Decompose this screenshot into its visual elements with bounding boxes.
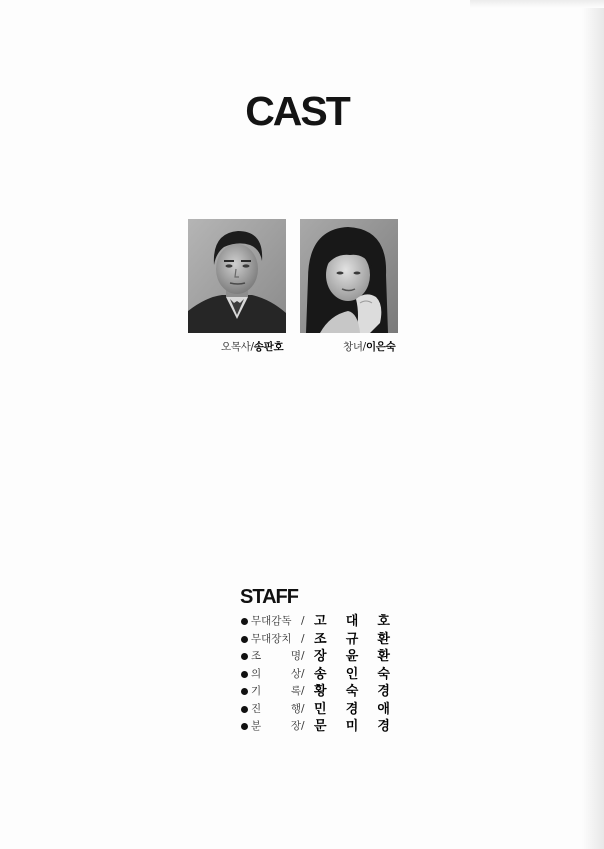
staff-name: 민 경 애 — [314, 701, 390, 717]
slash-separator: / — [301, 650, 305, 662]
staff-name: 황 숙 경 — [314, 684, 390, 699]
staff-row — [241, 613, 401, 631]
bullet-icon — [241, 653, 248, 660]
staff-role — [251, 631, 309, 648]
bullet-icon — [241, 723, 248, 730]
page-top-shadow — [470, 0, 604, 8]
cast-name-1: 송판호 — [253, 341, 284, 353]
staff-name: 고 대 호 — [314, 614, 390, 629]
staff-name: 장 윤 환 — [314, 649, 390, 664]
staff-role — [251, 683, 309, 700]
staff-row — [241, 683, 401, 701]
slash-separator: / — [301, 615, 305, 627]
staff-role-label: 무대감독 — [251, 615, 292, 627]
staff-role — [251, 648, 309, 665]
cast-photo-1 — [188, 219, 286, 333]
cast-role-1: 오목사/ — [221, 341, 254, 353]
bullet-icon — [241, 636, 248, 643]
staff-name: 문 미 경 — [314, 719, 390, 734]
cast-photo-2 — [300, 219, 398, 333]
staff-row — [241, 648, 401, 666]
slash-separator: / — [301, 632, 305, 645]
staff-role — [251, 701, 309, 718]
slash-separator: / — [301, 720, 305, 732]
bullet-icon — [241, 618, 248, 625]
slash-separator: / — [301, 685, 305, 697]
slash-separator: / — [301, 667, 305, 680]
cast-caption-1 — [221, 339, 283, 354]
staff-name: 송 인 숙 — [314, 666, 390, 682]
staff-role-label: 기 록 — [251, 685, 301, 697]
cast-role-2: 창녀/ — [343, 341, 366, 353]
bullet-icon — [241, 688, 248, 695]
staff-row — [241, 701, 401, 719]
bullet-icon — [241, 706, 248, 713]
staff-role-label: 무대장치 — [251, 632, 292, 645]
staff-role-label: 조 명 — [251, 650, 301, 662]
cast-name-2: 이은숙 — [365, 341, 396, 353]
staff-row — [241, 631, 401, 649]
staff-role — [251, 666, 309, 683]
staff-role — [251, 613, 309, 630]
bullet-icon — [241, 671, 248, 678]
staff-role-label: 진 행 — [251, 702, 301, 715]
staff-row — [241, 666, 401, 684]
staff-list — [241, 613, 401, 736]
staff-name: 조 규 환 — [314, 631, 390, 647]
staff-role-label: 의 상 — [251, 667, 301, 680]
staff-role — [251, 718, 309, 735]
staff-row — [241, 718, 401, 736]
slash-separator: / — [301, 702, 305, 715]
staff-role-label: 분 장 — [251, 720, 301, 732]
staff-title: STAFF — [240, 586, 298, 608]
cast-title: CAST — [245, 88, 349, 134]
cast-caption-2 — [343, 339, 395, 354]
